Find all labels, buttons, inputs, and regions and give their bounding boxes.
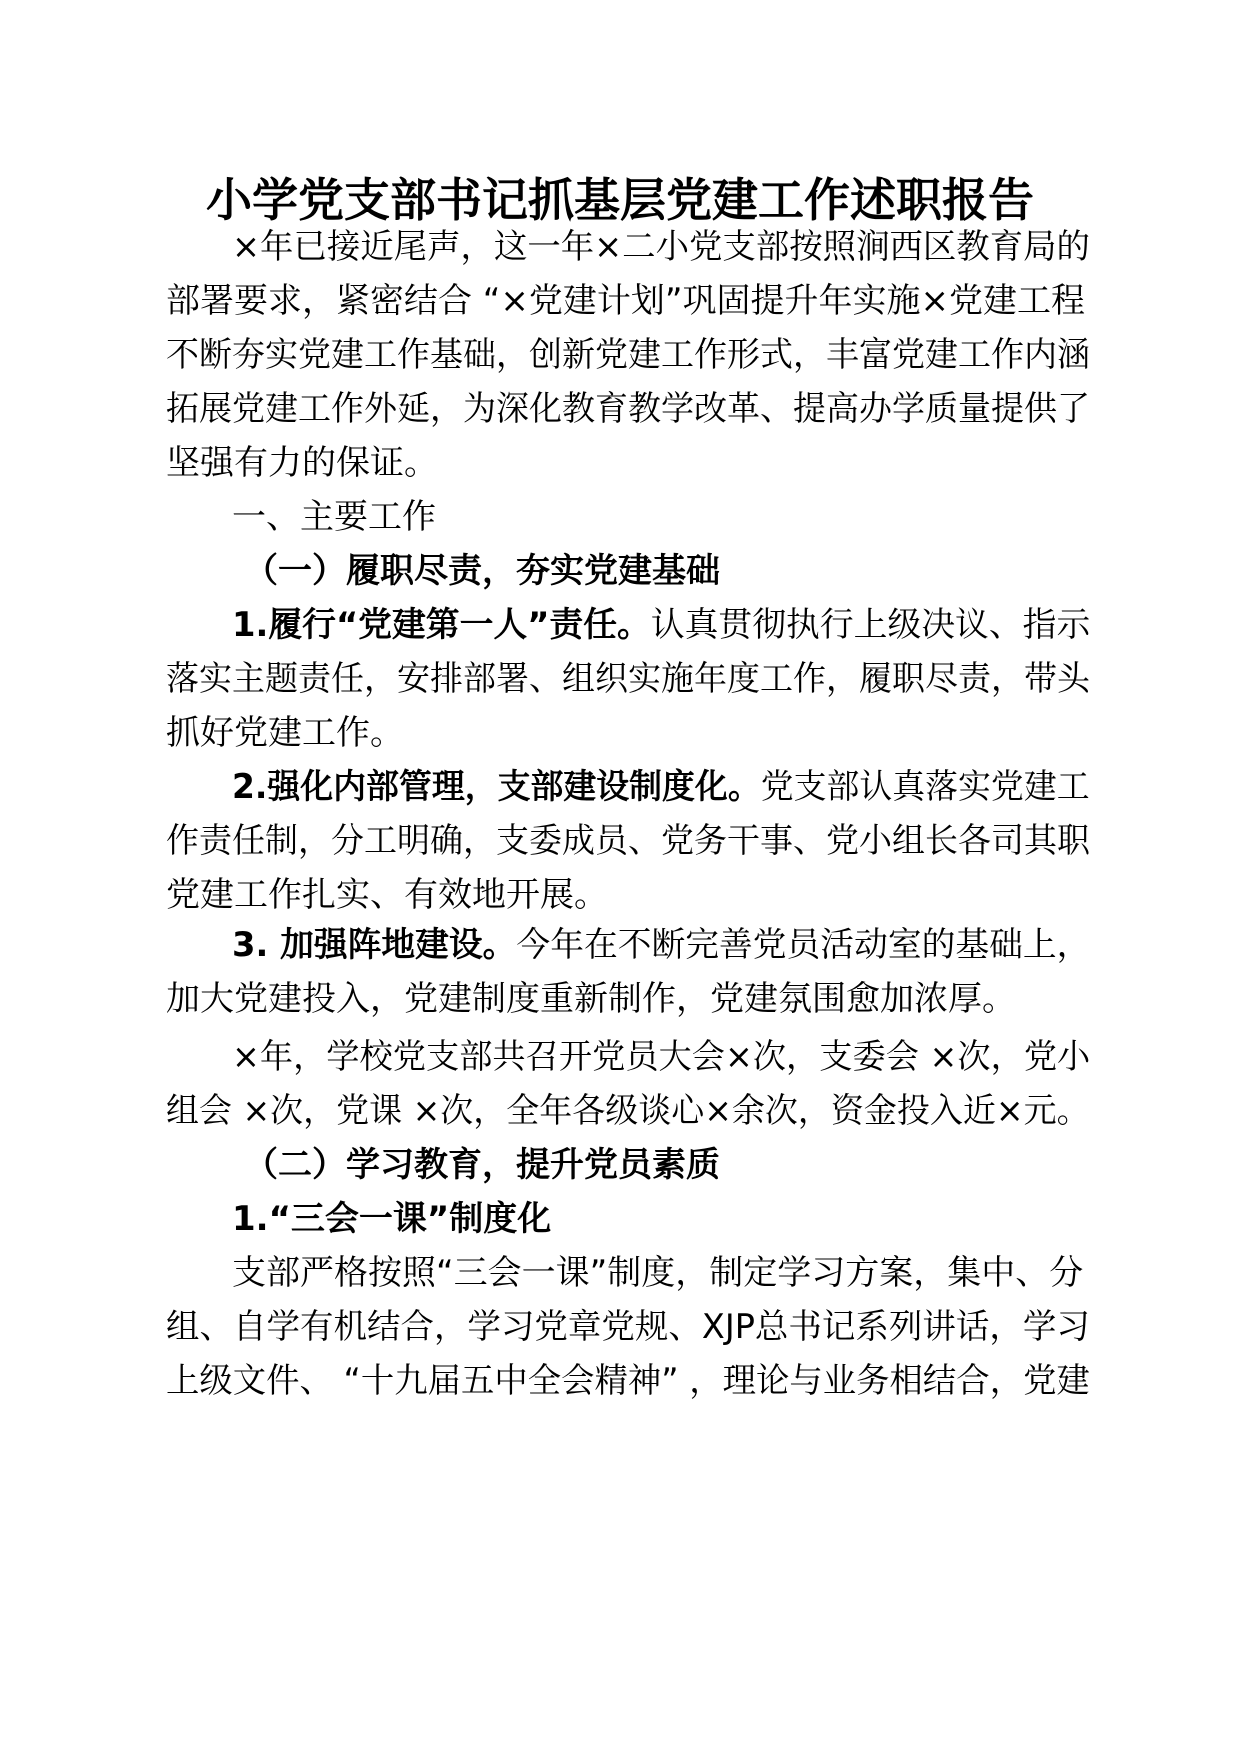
paragraph-line: ×年，学校党支部共召开党员大会×次，支委会 ×次，党小 <box>232 1037 1091 1077</box>
item-text: 今年在不断完善党员活动室的基础上， <box>516 925 1091 965</box>
document-title: 小学党支部书记抓基层党建工作述职报告 <box>206 173 1034 227</box>
item-lead: 2.强化内部管理，支部建设制度化。 <box>232 767 761 807</box>
item-text: 党支部认真落实党建工 <box>760 767 1090 807</box>
paragraph-line: 支部严格按照“三会一课”制度，制定学习方案，集中、分 <box>232 1253 1084 1293</box>
paragraph-line: 抓好党建工作。 <box>166 713 404 753</box>
paragraph-line: 坚强有力的保证。 <box>166 443 438 483</box>
paragraph-line: 加大党建投入，党建制度重新制作，党建氛围愈加浓厚。 <box>166 979 1016 1019</box>
paragraph-line: 部署要求，紧密结合 “×党建计划”巩固提升年实施×党建工程 <box>166 281 1086 321</box>
item-text: 认真贯彻执行上级决议、指示 <box>650 605 1091 645</box>
item-first-line <box>232 920 1090 970</box>
item-first-line <box>232 762 1090 812</box>
paragraph-line: 上级文件、 “十九届五中全会精神” ，理论与业务相结合，党建 <box>166 1361 1090 1401</box>
item-first-line <box>232 600 1090 650</box>
paragraph-line: 拓展党建工作外延，为深化教育教学改革、提高办学质量提供了 <box>166 389 1090 429</box>
paragraph-line: 党建工作扎实、有效地开展。 <box>166 875 608 915</box>
paragraph-line: 组会 ×次，党课 ×次，全年各级谈心×余次，资金投入近×元。 <box>166 1091 1090 1131</box>
paragraph-line: ×年已接近尾声，这一年×二小党支部按照涧西区教育局的 <box>232 227 1090 267</box>
item-lead: 1.履行“党建第一人”责任。 <box>232 605 651 645</box>
paragraph-line: 落实主题责任，安排部署、组织实施年度工作，履职尽责，带头 <box>166 659 1090 699</box>
subsection-heading: （一）履职尽责，夯实党建基础 <box>244 551 720 591</box>
section-heading: 一、主要工作 <box>232 497 436 537</box>
paragraph-line: 组、自学有机结合，学习党章党规、XJP总书记系列讲话，学习 <box>166 1307 1090 1347</box>
item-lead: 3. 加强阵地建设。 <box>232 925 517 965</box>
subsection-heading: （二）学习教育，提升党员素质 <box>244 1145 720 1185</box>
paragraph-line: 作责任制，分工明确，支委成员、党务干事、党小组长各司其职 <box>166 821 1090 861</box>
paragraph-line: 不断夯实党建工作基础，创新党建工作形式，丰富党建工作内涵 <box>166 335 1090 375</box>
item-heading: 1.“三会一课”制度化 <box>232 1199 552 1239</box>
